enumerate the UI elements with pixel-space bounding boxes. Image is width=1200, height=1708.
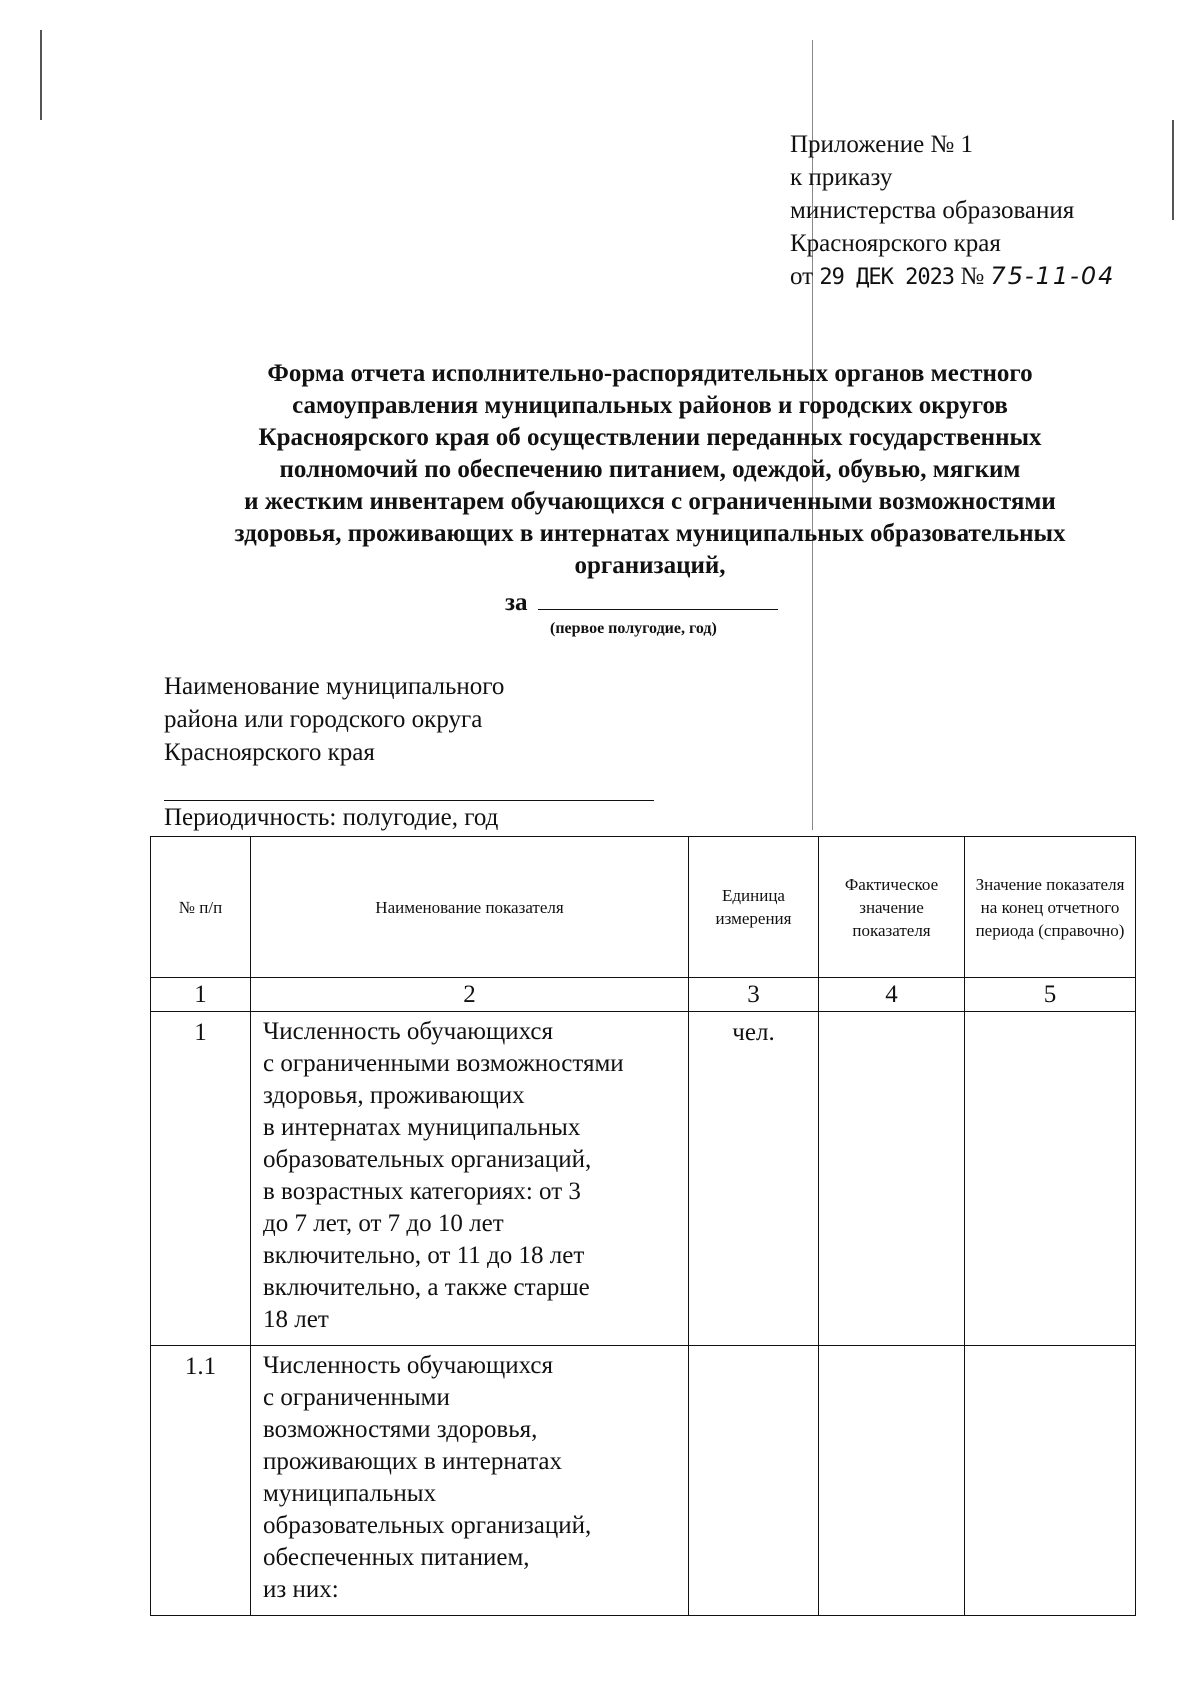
indicator-name [251,1012,689,1346]
header-cell-number [151,837,251,978]
period-row [505,585,778,617]
indicator-line: до 7 лет, от 7 до 10 лет [263,1210,504,1237]
header-label: Наименование показателя [375,897,564,917]
indicator-line: в возрастных категориях: от 3 [263,1178,581,1205]
unit-cell[interactable] [689,1346,819,1616]
actual-value-cell[interactable] [819,1346,965,1616]
periodicity-label: Периодичность: полугодие, год [164,804,499,831]
title-line: Форма отчета исполнительно-распорядительных органов местного [267,360,1033,387]
period-prefix: за [505,589,528,616]
date-stamp: 29 ДЕК 2023 [819,265,955,290]
municipality-line: района или городского округа [164,706,483,733]
indicator-line: включительно, а также старше [263,1274,590,1301]
period-blank-field[interactable] [538,585,778,610]
municipality-blank-field[interactable] [164,800,654,801]
header-label: № п/п [178,897,223,917]
header-label: Единица измерения [715,886,792,928]
indicator-name [251,1346,689,1616]
order-date-line [790,260,1115,294]
indicator-line: включительно, от 11 до 18 лет [263,1242,585,1269]
indicator-line: Численность обучающихся [263,1352,553,1379]
indicator-line: из них: [263,1576,339,1603]
municipality-line: Красноярского края [164,739,375,766]
title-line: организаций, [574,552,726,579]
reference-value-cell[interactable] [965,1012,1136,1346]
header-label: Значение показателя на конец отчетного периода (справочно) [975,874,1125,940]
table-row [151,1012,1136,1346]
column-number: 2 [251,978,689,1012]
indicator-line: образовательных организаций, [263,1146,592,1173]
column-number: 1 [151,978,251,1012]
header-label: Фактическое значение показателя [844,874,939,940]
unit-cell: чел. [689,1012,819,1346]
title-line: полномочий по обеспечению питанием, одеждой, обувью, мягким [279,456,1021,483]
date-prefix: от [790,263,814,290]
title-line: Красноярского края об осуществлении переданных государственных [258,424,1042,451]
period-hint: (первое полугодие, год) [550,620,717,637]
header-cell-actual [819,837,965,978]
indicator-line: 18 лет [263,1306,329,1333]
scan-margin-line-right [1172,120,1174,220]
appendix-line: Красноярского края [790,230,1001,257]
table-header-row [151,837,1136,978]
appendix-block [790,128,1115,294]
municipality-line: Наименование муниципального [164,673,505,700]
title-line: и жестким инвентарем обучающихся с ограниченными возможностями [244,488,1056,515]
order-number-handwritten: 75-11-04 [990,262,1116,290]
indicator-line: здоровья, проживающих [263,1082,525,1109]
indicator-line: с ограниченными [263,1384,450,1411]
header-cell-name [251,837,689,978]
form-title [170,358,1130,582]
title-line: здоровья, проживающих в интернатах муниципальных образовательных [234,520,1066,547]
number-prefix: № [960,263,985,290]
appendix-line: Приложение № 1 [790,131,974,158]
indicator-line: обеспеченных питанием, [263,1544,530,1571]
column-number: 5 [965,978,1136,1012]
header-cell-reference [965,837,1136,978]
column-number: 3 [689,978,819,1012]
appendix-line: министерства образования [790,197,1075,224]
row-number: 1.1 [151,1346,251,1616]
indicator-line: возможностями здоровья, [263,1416,538,1443]
reference-value-cell[interactable] [965,1346,1136,1616]
indicator-line: проживающих в интернатах [263,1448,563,1475]
indicator-line: образовательных организаций, [263,1512,592,1539]
title-line: самоуправления муниципальных районов и городских округов [292,392,1008,419]
indicator-line: Численность обучающихся [263,1018,553,1045]
actual-value-cell[interactable] [819,1012,965,1346]
municipality-label [164,670,504,769]
indicator-line: в интернатах муниципальных [263,1114,581,1141]
indicator-line: с ограниченными возможностями [263,1050,624,1077]
column-number: 4 [819,978,965,1012]
report-table [150,836,1136,1616]
column-number-row [151,978,1136,1012]
table-row [151,1346,1136,1616]
row-number: 1 [151,1012,251,1346]
header-cell-unit [689,837,819,978]
appendix-line: к приказу [790,164,893,191]
indicator-line: муниципальных [263,1480,437,1507]
scan-margin-line-left [40,30,42,120]
